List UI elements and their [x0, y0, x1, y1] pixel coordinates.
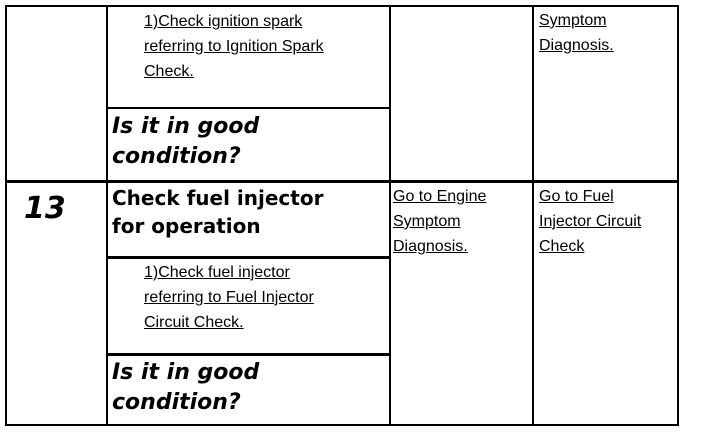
prev-sub-instruction: [144, 9, 324, 84]
step-sub-instruction-line-3[interactable]: Circuit Check.: [144, 314, 244, 331]
column-divider-yes: [532, 5, 534, 426]
step-no-action-line-1[interactable]: Go to Fuel: [539, 188, 614, 205]
step-heading-line-2: for operation: [112, 214, 261, 238]
row-divider-13: [5, 180, 679, 183]
step-question-line-2: condition?: [112, 390, 241, 415]
step-sub-instruction-line-2[interactable]: referring to Fuel Injector: [144, 289, 314, 306]
step-no-action: [539, 184, 641, 259]
table-border-left: [5, 5, 7, 426]
step-yes-action-line-3[interactable]: Diagnosis.: [393, 238, 468, 255]
prev-sub-instruction-line-3[interactable]: Check.: [144, 63, 194, 80]
table-border-right: [677, 5, 679, 426]
column-divider-action: [389, 5, 391, 426]
prev-question: [112, 112, 259, 172]
column-divider-step: [106, 5, 108, 426]
step-question: [112, 358, 259, 418]
cell-divider-prev-question: [106, 107, 391, 109]
table-border-top: [5, 5, 679, 7]
prev-no-action-line-1[interactable]: Symptom: [539, 12, 607, 29]
prev-question-line-2: condition?: [112, 144, 241, 169]
prev-no-action: [539, 8, 614, 58]
prev-sub-instruction-line-1[interactable]: 1)Check ignition spark: [144, 13, 303, 30]
step-sub-instruction-line-1[interactable]: 1)Check fuel injector: [144, 264, 290, 281]
cell-divider-13-sub: [106, 256, 391, 259]
step-no-action-line-2[interactable]: Injector Circuit: [539, 213, 642, 230]
prev-no-action-line-2[interactable]: Diagnosis.: [539, 37, 614, 54]
step-yes-action: [393, 184, 486, 259]
step-number: 13: [24, 191, 66, 226]
step-question-line-1: Is it in good: [112, 360, 260, 385]
step-no-action-line-3[interactable]: Check: [539, 238, 585, 255]
step-yes-action-line-1[interactable]: Go to Engine: [393, 188, 487, 205]
prev-sub-instruction-line-2[interactable]: referring to Ignition Spark: [144, 38, 324, 55]
cell-divider-13-question: [106, 353, 391, 356]
prev-question-line-1: Is it in good: [112, 114, 260, 139]
step-sub-instruction: [144, 260, 314, 335]
step-heading: [112, 184, 323, 240]
table-border-bottom: [5, 424, 679, 426]
step-yes-action-line-2[interactable]: Symptom: [393, 213, 461, 230]
step-heading-line-1: Check fuel injector: [112, 186, 324, 210]
